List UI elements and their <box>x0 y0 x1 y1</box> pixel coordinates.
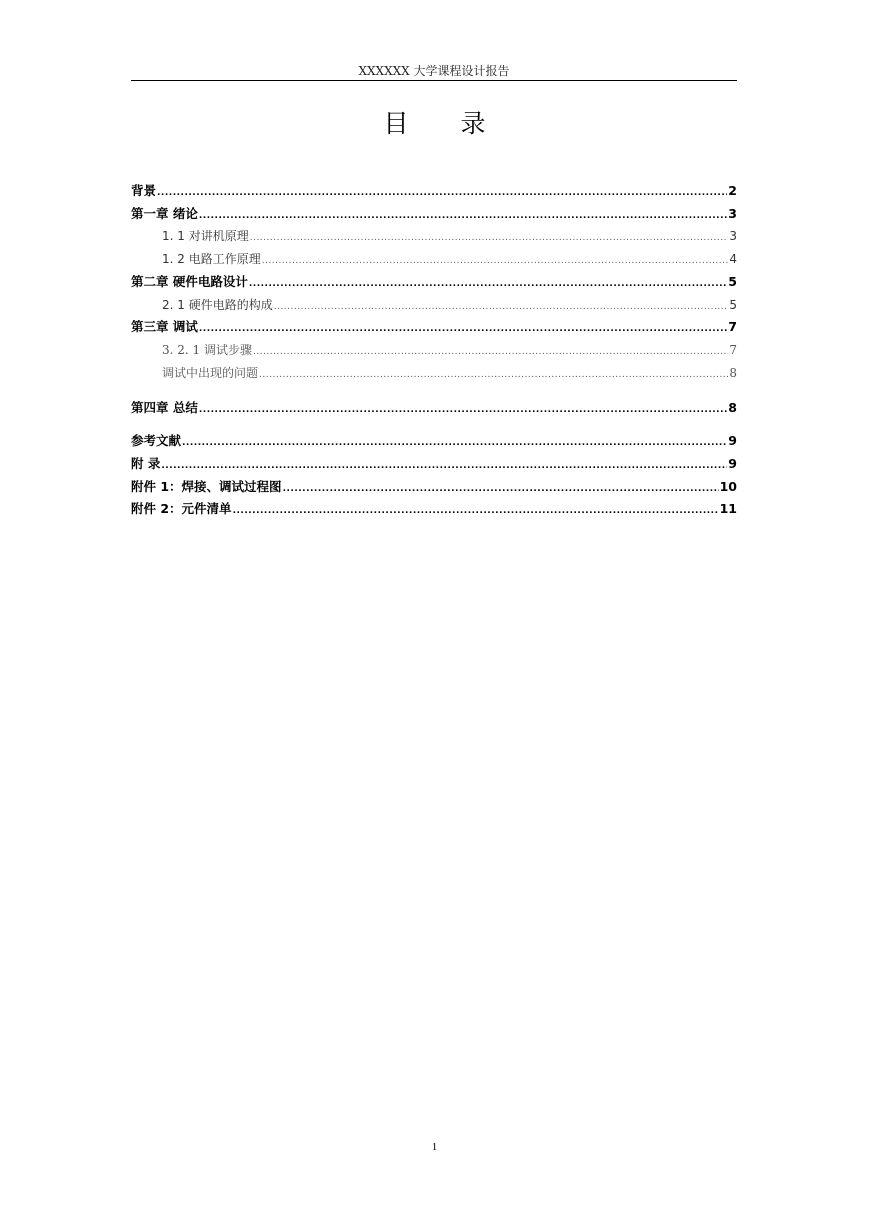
toc-entry[interactable] <box>131 455 737 475</box>
toc-entry[interactable] <box>131 318 737 338</box>
toc-entry-page: 10 <box>719 479 737 494</box>
dot-leader <box>250 229 729 247</box>
toc-entry-label: 1. 1 对讲机原理 <box>162 229 249 243</box>
dot-leader <box>283 480 719 498</box>
toc-title: 目 录 <box>383 109 508 138</box>
toc-entry[interactable] <box>131 273 737 293</box>
toc-entry-label: 附 录 <box>131 456 161 471</box>
toc-entry-label: 3. 2. 1 调试步骤 <box>162 343 252 357</box>
toc-entry[interactable] <box>162 227 737 247</box>
dot-leader <box>182 434 727 452</box>
toc-entry[interactable] <box>131 432 737 452</box>
toc-entry-label: 第四章 总结 <box>131 400 198 415</box>
dot-leader <box>262 252 729 270</box>
toc-entry[interactable] <box>131 500 737 520</box>
header-rule <box>131 80 737 81</box>
toc-entry-label: 第二章 硬件电路设计 <box>131 274 248 289</box>
toc-entry-label: 调试中出现的问题 <box>162 366 259 380</box>
toc-entry-page: 9 <box>728 456 737 471</box>
dot-leader <box>199 320 727 338</box>
dot-leader <box>274 298 729 316</box>
toc-entry-label: 第一章 绪论 <box>131 206 198 221</box>
toc-entry[interactable] <box>131 205 737 225</box>
toc-entry-label: 2. 1 硬件电路的构成 <box>162 298 273 312</box>
page-number: 1 <box>431 1141 438 1153</box>
toc-entry-page: 7 <box>728 319 737 334</box>
toc-entry-page: 5 <box>729 298 737 312</box>
running-header: XXXXXX 大学课程设计报告 <box>358 64 510 78</box>
dot-leader <box>199 207 727 225</box>
dot-leader <box>199 401 727 419</box>
dot-leader <box>233 502 719 520</box>
toc-entry[interactable] <box>131 182 737 202</box>
toc-entry-page: 3 <box>728 206 737 221</box>
toc-entry-page: 11 <box>719 501 737 516</box>
toc-entry[interactable] <box>162 296 737 316</box>
toc-entry-label: 参考文献 <box>131 433 182 448</box>
dot-leader <box>157 184 727 202</box>
toc-entry-page: 8 <box>729 366 737 380</box>
toc-entry-label: 附件 2：元件清单 <box>131 501 232 516</box>
dot-leader <box>249 275 727 293</box>
toc-entry-page: 8 <box>728 400 737 415</box>
toc-entry-label: 第三章 调试 <box>131 319 198 334</box>
toc-entry-label: 附件 1：焊接、调试过程图 <box>131 479 282 494</box>
toc-entry[interactable] <box>131 478 737 498</box>
toc-entry[interactable] <box>162 364 737 384</box>
toc-entry-page: 3 <box>729 229 737 243</box>
toc-entry[interactable] <box>162 341 737 361</box>
toc-entry-page: 7 <box>729 343 737 357</box>
dot-leader <box>259 366 728 384</box>
toc-entry[interactable] <box>131 399 737 419</box>
dot-leader <box>253 343 728 361</box>
toc-entry-page: 2 <box>728 183 737 198</box>
dot-leader <box>161 457 727 475</box>
toc-entry-page: 5 <box>728 274 737 289</box>
toc-entry-label: 背景 <box>131 183 157 198</box>
toc-entry[interactable] <box>162 250 737 270</box>
toc-entry-page: 9 <box>728 433 737 448</box>
toc-entry-label: 1. 2 电路工作原理 <box>162 252 261 266</box>
toc-entry-page: 4 <box>729 252 737 266</box>
